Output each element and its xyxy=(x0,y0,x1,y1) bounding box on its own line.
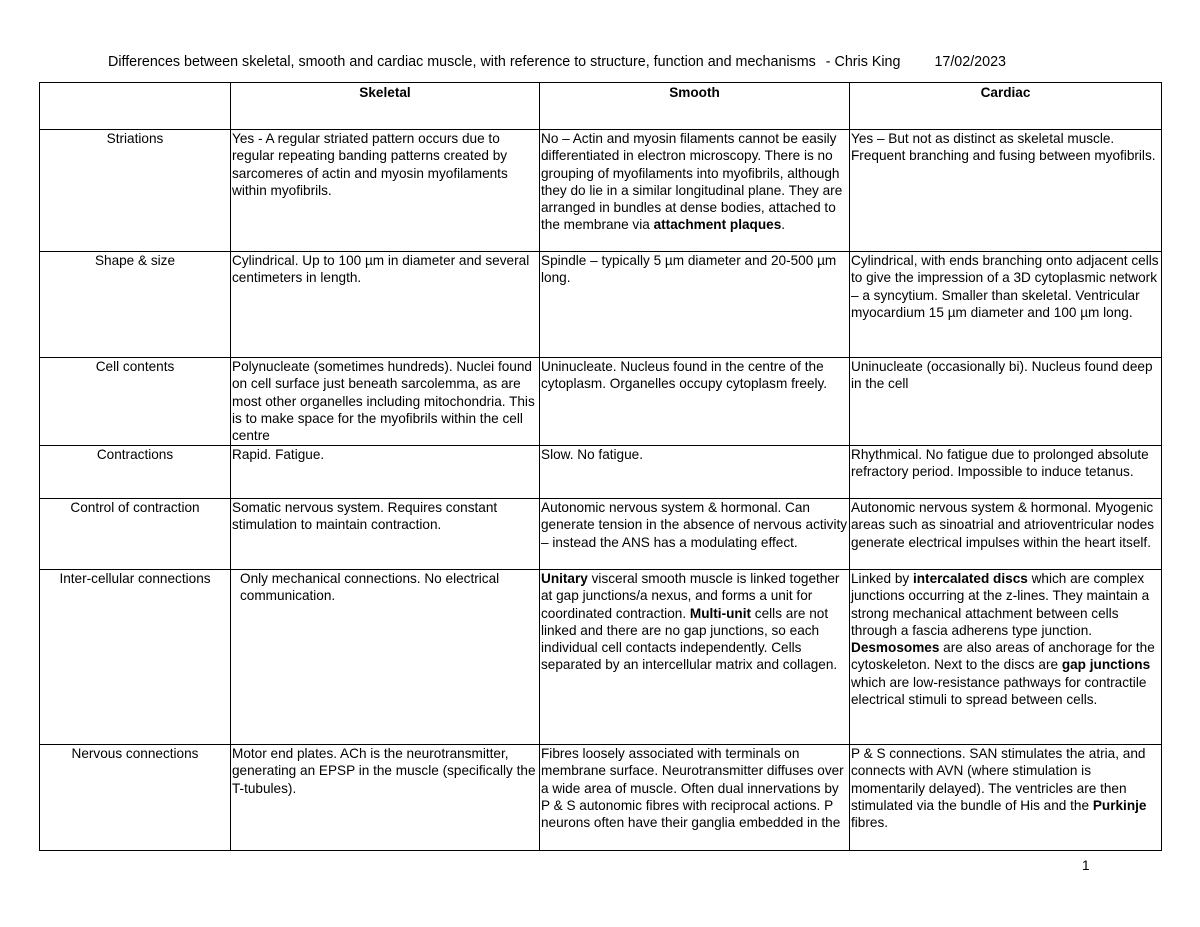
cell-skeletal: Yes - A regular striated pattern occurs due to regular repeating banding patterns created by sarcomeres of actin and myosin myofilaments within myofibrils. xyxy=(231,130,540,252)
row-label: Shape & size xyxy=(40,252,231,358)
row-label: Cell contents xyxy=(40,358,231,446)
cell-cardiac: Cylindrical, with ends branching onto adjacent cells to give the impression of a 3D cytoplasmic network – a syncytium. Smaller than skeletal. Ventricular myocardium 15 µm diameter and 100 µm long. xyxy=(850,252,1162,358)
cell-text: which are complex junctions occurring at the z-lines. They maintain a strong mechanical attachment between cells through a fascia adherens type junction. xyxy=(851,571,1150,638)
bold-term: Unitary xyxy=(541,571,588,586)
row-label: Inter-cellular connections xyxy=(40,570,231,745)
cell-text: Linked by xyxy=(851,571,913,586)
document-header xyxy=(108,54,1068,71)
table-row-control-of-contraction xyxy=(40,499,1162,570)
table-row-nervous-connections xyxy=(40,745,1162,851)
cell-smooth xyxy=(540,130,850,252)
cell-smooth: Uninucleate. Nucleus found in the centre of the cytoplasm. Organelles occupy cytoplasm freely. xyxy=(540,358,850,446)
cell-text: cells are not linked and there are no gap junctions, so each individual cell contacts independently. Cells separated by an intercellular matrix and collagen. xyxy=(541,605,838,673)
table-row-cell-contents xyxy=(40,358,1162,446)
document-date: 17/02/2023 xyxy=(934,54,1006,70)
bold-term: Multi-unit xyxy=(689,605,752,621)
cell-smooth: Fibres loosely associated with terminals on membrane surface. Neurotransmitter diffuses over a wide area of muscle. Often dual innervations by P & S autonomic fibres with reciprocal actions. P neurons often have their ganglia embedded in the xyxy=(540,745,850,851)
cell-smooth xyxy=(540,570,850,745)
cell-text-end: fibres. xyxy=(851,815,889,831)
cell-skeletal: Motor end plates. ACh is the neurotransmitter, generating an EPSP in the muscle (specifically the T-tubules). xyxy=(231,745,540,851)
cell-text: P & S connections. SAN stimulates the atria, and connects with AVN (where stimulation is momentarily delayed). The ventricles are then stimulated via the bundle of His and the xyxy=(851,746,1146,813)
cell-smooth: Autonomic nervous system & hormonal. Can generate tension in the absence of nervous activity – instead the ANS has a modulating effect. xyxy=(540,499,850,570)
row-label: Nervous connections xyxy=(40,745,231,851)
header-empty-cell xyxy=(40,83,231,130)
row-label: Control of contraction xyxy=(40,499,231,570)
muscle-comparison-table xyxy=(39,82,1162,851)
row-label: Striations xyxy=(40,130,231,252)
header-smooth: Smooth xyxy=(540,83,850,130)
cell-cardiac: Autonomic nervous system & hormonal. Myogenic areas such as sinoatrial and atrioventricular nodes generate electrical impulses within the heart itself. xyxy=(850,499,1162,570)
header-skeletal: Skeletal xyxy=(231,83,540,130)
bold-term: intercalated discs xyxy=(912,571,1028,586)
cell-text: which are low-resistance pathways for contractile electrical stimuli to spread between cells. xyxy=(851,674,1147,708)
cell-smooth: Spindle – typically 5 µm diameter and 20-500 µm long. xyxy=(540,252,850,358)
cell-cardiac: Rhythmical. No fatigue due to prolonged absolute refractory period. Impossible to induce tetanus. xyxy=(850,446,1162,499)
row-label: Contractions xyxy=(40,446,231,499)
cell-cardiac: Uninucleate (occasionally bi). Nucleus found deep in the cell xyxy=(850,358,1162,446)
document-author: - Chris King xyxy=(825,54,901,70)
cell-cardiac xyxy=(850,745,1162,851)
cell-cardiac xyxy=(850,570,1162,745)
cell-text: No – Actin and myosin filaments cannot be easily differentiated in electron microscopy. There is no grouping of myofilaments into myofibrils, although they do lie in a similar longitudinal plane. They are arranged in bundles at dense bodies, attached to the membrane via xyxy=(541,131,843,233)
table-row-striations xyxy=(40,130,1162,252)
cell-skeletal: Cylindrical. Up to 100 µm in diameter and several centimeters in length. xyxy=(231,252,540,358)
cell-skeletal: Only mechanical connections. No electrical communication. xyxy=(231,570,540,745)
cell-text-end: . xyxy=(781,217,786,233)
page-number: 1 xyxy=(1082,858,1090,873)
cell-skeletal: Somatic nervous system. Requires constant stimulation to maintain contraction. xyxy=(231,499,540,570)
cell-cardiac: Yes – But not as distinct as skeletal muscle. Frequent branching and fusing between myofibrils. xyxy=(850,130,1162,252)
cell-skeletal: Rapid. Fatigue. xyxy=(231,446,540,499)
header-cardiac: Cardiac xyxy=(850,83,1162,130)
bold-term: Purkinje xyxy=(1092,797,1147,813)
table-row-contractions xyxy=(40,446,1162,499)
bold-term: Desmosomes xyxy=(851,640,940,656)
bold-term: gap junctions xyxy=(1061,657,1151,673)
cell-text: visceral smooth muscle is linked together at gap junctions/a nexus, and forms a unit for coordinated contraction. xyxy=(541,571,840,621)
cell-skeletal: Polynucleate (sometimes hundreds). Nuclei found on cell surface just beneath sarcolemma, as are most other organelles including mitochondria. This is to make space for the myofibrils within the cell centre xyxy=(231,358,540,446)
table-row-inter-cellular-connections xyxy=(40,570,1162,745)
table-header-row xyxy=(40,83,1162,130)
bold-term: attachment plaques xyxy=(653,217,782,233)
cell-smooth: Slow. No fatigue. xyxy=(540,446,850,499)
table-row-shape-size xyxy=(40,252,1162,358)
document-title: Differences between skeletal, smooth and cardiac muscle, with reference to structure, function and mechanisms xyxy=(108,54,816,70)
cell-text: are also areas of anchorage for the cytoskeleton. Next to the discs are xyxy=(851,640,1155,673)
